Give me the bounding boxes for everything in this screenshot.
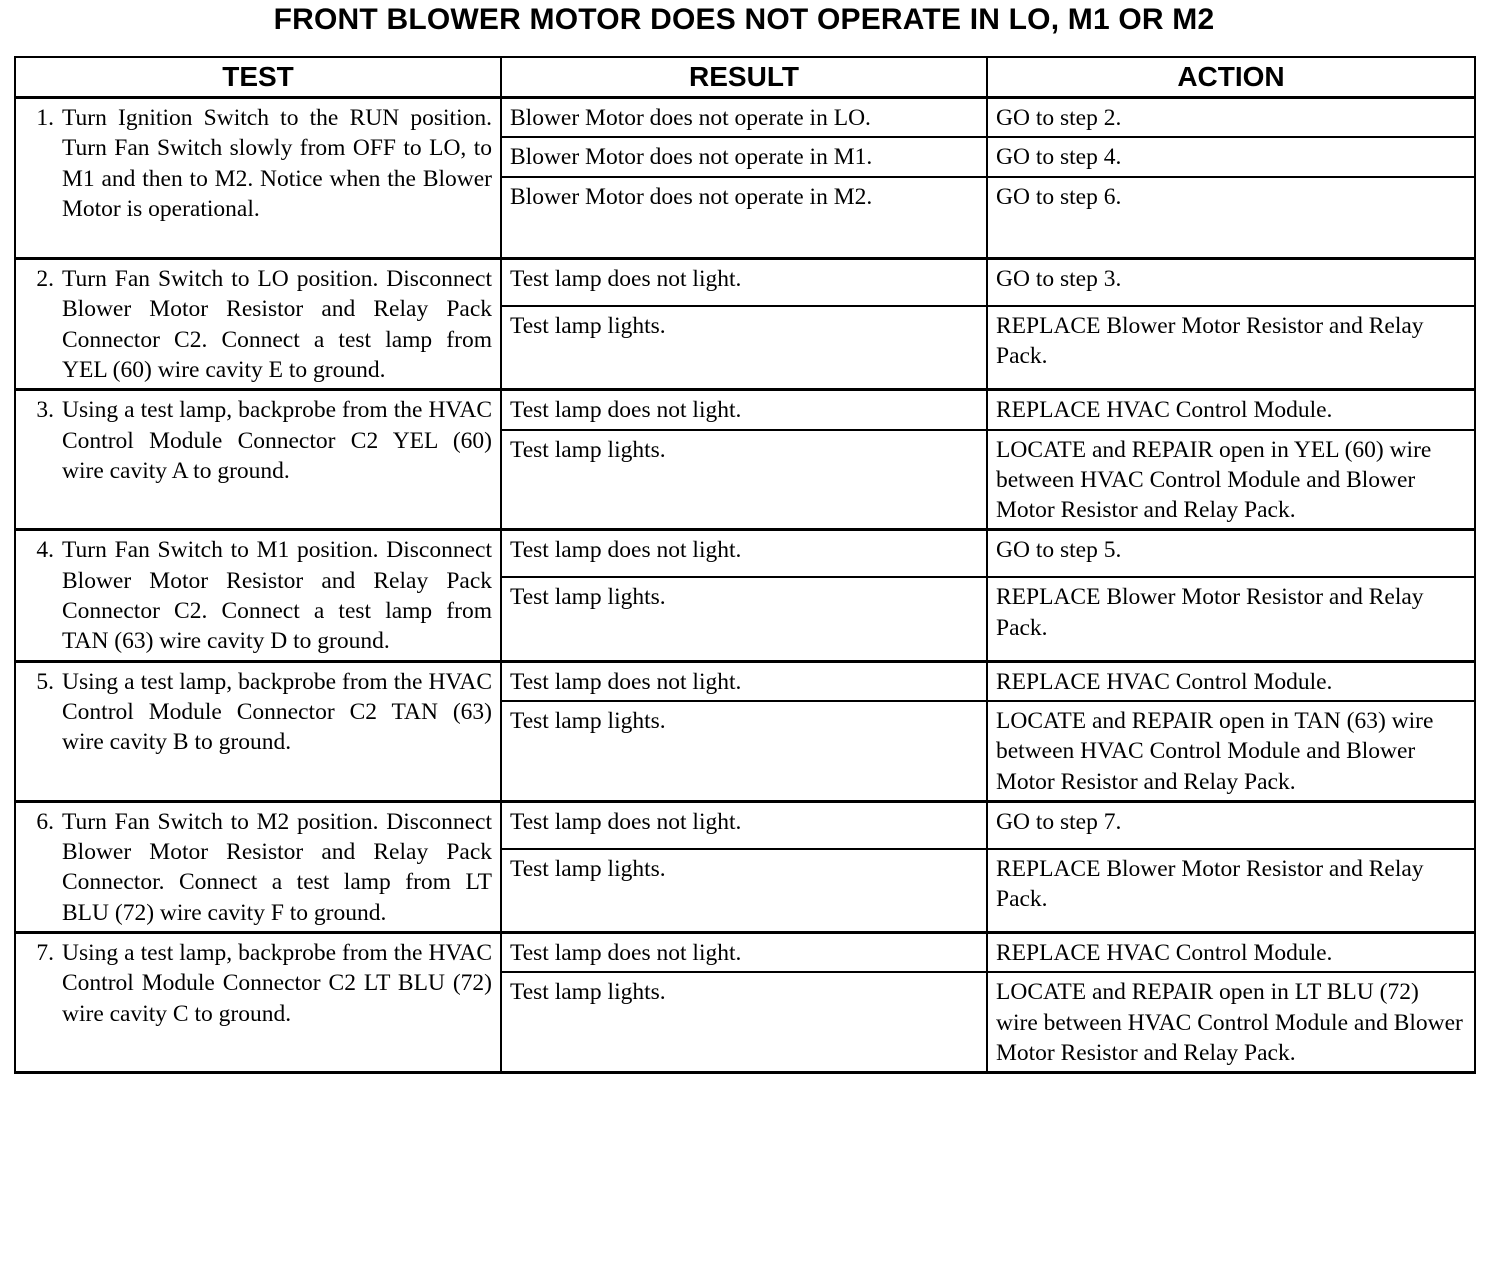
result-cell: Test lamp lights. — [501, 577, 987, 661]
test-instruction: Using a test lamp, backprobe from the HVAC Control Module Connector C2 LT BLU (72) wire cavity C to ground. — [62, 940, 492, 1027]
table-row — [15, 661, 1475, 701]
step-number: 2. — [36, 266, 54, 293]
action-cell: REPLACE Blower Motor Resistor and Relay Pack. — [987, 577, 1475, 661]
action-cell: LOCATE and REPAIR open in TAN (63) wire between HVAC Control Module and Blower Motor Resistor and Relay Pack. — [987, 701, 1475, 801]
result-cell: Blower Motor does not operate in M1. — [501, 137, 987, 176]
table-row — [15, 390, 1475, 430]
column-header-action: ACTION — [987, 57, 1475, 98]
test-instruction: Turn Fan Switch to M2 position. Disconnect Blower Motor Resistor and Relay Pack Connector. Connect a test lamp from LT BLU (72) wire cavity F to ground. — [62, 808, 492, 926]
test-instruction: Turn Fan Switch to LO position. Disconnect Blower Motor Resistor and Relay Pack Connector C2. Connect a test lamp from YEL (60) wire cavity E to ground. — [62, 266, 492, 383]
result-cell: Test lamp does not light. — [501, 259, 987, 307]
action-cell: REPLACE HVAC Control Module. — [987, 933, 1475, 973]
result-cell: Test lamp does not light. — [501, 661, 987, 701]
test-instruction: Using a test lamp, backprobe from the HVAC Control Module Connector C2 YEL (60) wire cavity A to ground. — [62, 397, 492, 484]
table-row — [15, 259, 1475, 307]
action-cell: REPLACE HVAC Control Module. — [987, 661, 1475, 701]
action-cell: GO to step 2. — [987, 98, 1475, 138]
test-instruction: Using a test lamp, backprobe from the HVAC Control Module Connector C2 TAN (63) wire cavity B to ground. — [62, 668, 492, 756]
action-cell: GO to step 4. — [987, 137, 1475, 176]
test-cell — [15, 530, 501, 661]
result-cell: Test lamp does not light. — [501, 933, 987, 973]
result-cell: Test lamp lights. — [501, 972, 987, 1072]
result-cell: Test lamp does not light. — [501, 530, 987, 578]
table-header-row — [15, 57, 1475, 98]
result-cell: Test lamp lights. — [501, 701, 987, 801]
step-number: 3. — [36, 397, 54, 424]
result-cell: Test lamp does not light. — [501, 801, 987, 849]
test-cell — [15, 98, 501, 259]
test-cell — [15, 933, 501, 1073]
action-cell: LOCATE and REPAIR open in YEL (60) wire between HVAC Control Module and Blower Motor Resistor and Relay Pack. — [987, 430, 1475, 530]
table-row — [15, 933, 1475, 973]
action-cell: LOCATE and REPAIR open in LT BLU (72) wire between HVAC Control Module and Blower Motor Resistor and Relay Pack. — [987, 972, 1475, 1072]
action-cell: GO to step 5. — [987, 530, 1475, 578]
result-cell: Test lamp lights. — [501, 849, 987, 933]
step-number: 7. — [36, 940, 54, 967]
result-cell: Blower Motor does not operate in LO. — [501, 98, 987, 138]
test-cell — [15, 801, 501, 932]
action-cell: REPLACE Blower Motor Resistor and Relay Pack. — [987, 306, 1475, 390]
table-row — [15, 801, 1475, 849]
test-cell — [15, 661, 501, 801]
diagnostic-table — [14, 56, 1476, 1074]
step-number: 1. — [36, 105, 54, 131]
step-number: 5. — [36, 668, 54, 695]
column-header-result: RESULT — [501, 57, 987, 98]
test-instruction: Turn Ignition Switch to the RUN position. Turn Fan Switch slowly from OFF to LO, to M1 and then to M2. Notice when the Blower Motor is operational. — [62, 105, 492, 222]
step-number: 6. — [36, 808, 54, 835]
result-cell: Blower Motor does not operate in M2. — [501, 177, 987, 259]
action-cell: GO to step 6. — [987, 177, 1475, 259]
result-cell: Test lamp lights. — [501, 430, 987, 530]
test-instruction: Turn Fan Switch to M1 position. Disconnect Blower Motor Resistor and Relay Pack Connector C2. Connect a test lamp from TAN (63) wire cavity D to ground. — [62, 537, 492, 655]
page-title: FRONT BLOWER MOTOR DOES NOT OPERATE IN LO, M1 OR M2 — [273, 3, 1215, 36]
test-cell — [15, 390, 501, 530]
table-row — [15, 530, 1475, 578]
result-cell: Test lamp lights. — [501, 306, 987, 390]
table-row — [15, 98, 1475, 138]
test-cell — [15, 259, 501, 390]
step-number: 4. — [36, 537, 54, 564]
action-cell: REPLACE HVAC Control Module. — [987, 390, 1475, 430]
result-cell: Test lamp does not light. — [501, 390, 987, 430]
column-header-test: TEST — [15, 57, 501, 98]
action-cell: REPLACE Blower Motor Resistor and Relay Pack. — [987, 849, 1475, 933]
action-cell: GO to step 3. — [987, 259, 1475, 307]
action-cell: GO to step 7. — [987, 801, 1475, 849]
